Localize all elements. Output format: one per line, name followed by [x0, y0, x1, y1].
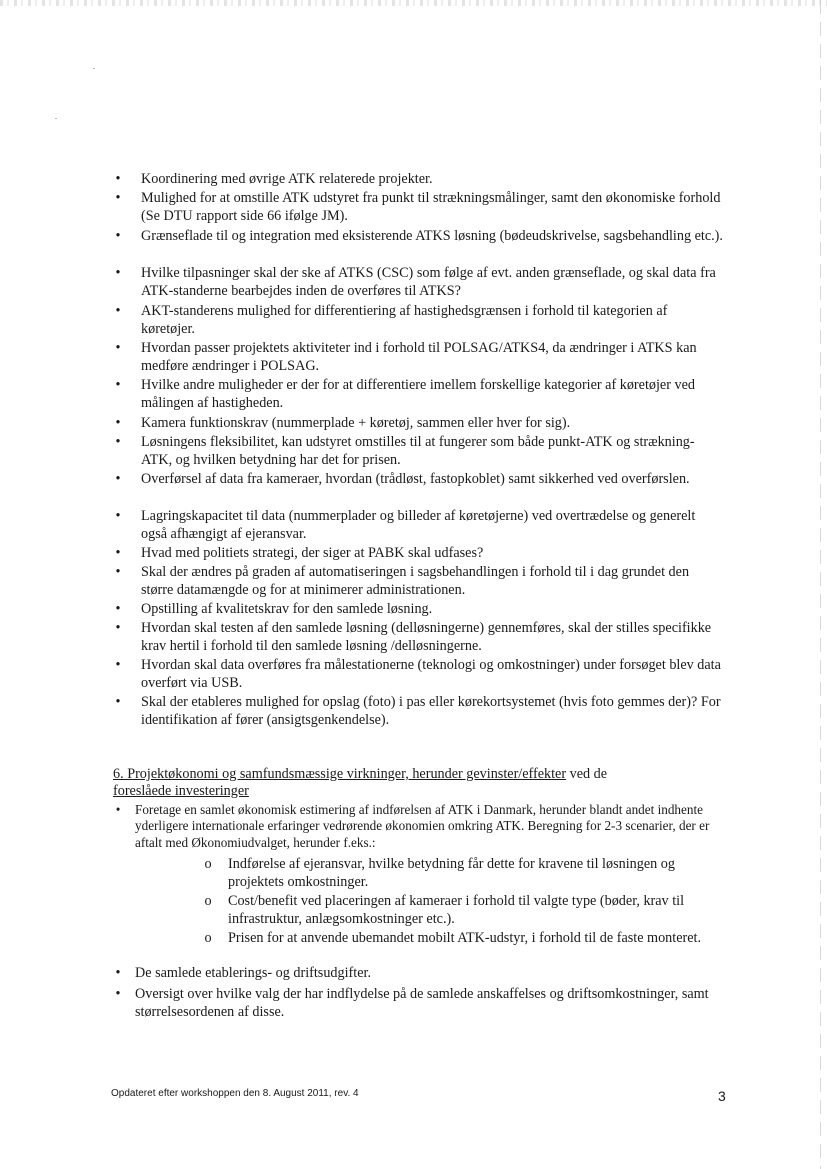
scan-speck: [93, 68, 95, 69]
bullet-icon: •: [115, 965, 121, 981]
section-heading-line2: foreslåede investeringer: [113, 783, 249, 799]
bullet-icon: •: [115, 508, 121, 524]
bullet-icon: •: [115, 303, 121, 319]
scan-speck: [55, 118, 57, 119]
footer-note: Opdateret efter workshoppen den 8. August 2011, rev. 4: [111, 1088, 359, 1099]
list-item-text: Mulighed for at omstille ATK udstyret fra punkt til strækningsmålinger, samt den økonomiske forhold (Se DTU rapport side 66 ifølge JM).: [141, 190, 721, 224]
list-item: [113, 694, 723, 729]
list-item: [113, 657, 723, 692]
list-item: [113, 228, 723, 246]
sub-list-item: [203, 856, 731, 891]
list-item-text: Lagringskapacitet til data (nummerplader og billeder af køretøjerne) ved overtrædelse og generelt også afhængigt af ejeransvar.: [141, 508, 696, 542]
bullet-icon: •: [115, 564, 121, 580]
list-item-text: Hvordan skal data overføres fra målestationerne (teknologi og omkostninger) under forsøget blev data overført via USB.: [141, 657, 721, 691]
bullet-icon: •: [115, 228, 121, 244]
list-item: [113, 620, 723, 655]
list-item: [113, 508, 723, 543]
list-item-text: Opstilling af kvalitetskrav for den samlede løsning.: [141, 601, 433, 617]
list-item-text: Hvordan passer projektets aktiviteter ind i forhold til POLSAG/ATKS4, da ændringer i ATKS kan medføre ændringer i POLSAG.: [141, 340, 697, 374]
bullet-icon: •: [115, 471, 121, 487]
bullet-icon: •: [115, 340, 121, 356]
scan-edge-right: [820, 0, 821, 1169]
circle-bullet-icon: o: [204, 893, 212, 909]
list-item-text: Grænseflade til og integration med eksisterende ATKS løsning (bødeudskrivelse, sagsbehandling etc.).: [141, 228, 723, 244]
bullet-icon: •: [115, 802, 121, 817]
scan-edge-top: [0, 0, 827, 6]
list-item: [113, 265, 723, 300]
bullet-icon: •: [115, 694, 121, 710]
list-item-text: Oversigt over hvilke valg der har indflydelse på de samlede anskaffelses og driftsomkostninger, samt størrelsesordenen af disse.: [135, 986, 709, 1020]
bullet-icon: •: [115, 545, 121, 561]
bullet-icon: •: [115, 265, 121, 281]
list-item: [113, 564, 723, 599]
list-item-text: Hvilke andre muligheder er der for at differentiere imellem forskellige kategorier af køretøjer ved målingen af hastigheden.: [141, 377, 695, 411]
bullet-icon: •: [115, 986, 121, 1002]
sub-list-item-text: Prisen for at anvende ubemandet mobilt ATK-udstyr, i forhold til de faste monteret.: [228, 930, 702, 946]
circle-bullet-icon: o: [204, 930, 212, 946]
sub-list-item-text: Cost/benefit ved placeringen af kameraer i forhold til valgte type (bøder, krav til infrastruktur, anlægsomkostninger etc.).: [228, 893, 685, 927]
sub-list-item: [203, 930, 731, 948]
sub-list-item: [203, 893, 731, 928]
list-item: [113, 303, 723, 338]
bullet-icon: •: [115, 415, 121, 431]
bullet-icon: •: [115, 377, 121, 393]
list-item-text: Foretage en samlet økonomisk estimering af indførelsen af ATK i Danmark, herunder blandt andet indhente yderligere internationale erfaringer vedrørende økonomien omkring ATK. Beregning for 2-3 scenarier, der er aftalt med Økonomiudvalget, herunder f.eks.:: [135, 802, 710, 850]
circle-bullet-icon: o: [204, 856, 212, 872]
list-item-text: Hvordan skal testen af den samlede løsning (delløsningerne) gennemføres, skal der stilles specifikke krav hertil i forhold til den samlede løsning /delløsningerne.: [141, 620, 712, 654]
list-item-text: Skal der etableres mulighed for opslag (foto) i pas eller kørekortsystemet (hvis foto gemmes der)? For identifikation af fører (ansigtsgenkendelse).: [141, 694, 721, 728]
list-item-text: Løsningens fleksibilitet, kan udstyret omstilles til at fungerer som både punkt-ATK og strækning-ATK, og hvilken betydning har det for prisen.: [141, 434, 695, 468]
bullet-icon: •: [115, 171, 121, 187]
list-item: [113, 434, 723, 469]
bullet-icon: •: [115, 190, 121, 206]
page-number: 3: [718, 1088, 726, 1104]
list-item: [113, 545, 723, 563]
list-item-text: Skal der ændres på graden af automatiseringen i sagsbehandlingen i forhold til i dag grundet den større datamængde og for at minimerer administrationen.: [141, 564, 690, 598]
list-item: [113, 986, 723, 1021]
section-heading-rest: ved de: [566, 766, 608, 782]
bullet-icon: •: [115, 657, 121, 673]
list-item: [113, 965, 723, 983]
list-item: [113, 171, 723, 189]
list-item: [113, 415, 723, 433]
sub-list-item-text: Indførelse af ejeransvar, hvilke betydning får dette for kravene til løsningen og projektets omkostninger.: [228, 856, 675, 890]
list-item-text: Hvilke tilpasninger skal der ske af ATKS (CSC) som følge af evt. anden grænseflade, og skal data fra ATK-standerne bearbejdes inden de overføres til ATKS?: [141, 265, 716, 299]
section-heading-underlined: 6. Projektøkonomi og samfundsmæssige virkninger, herunder gevinster/effekter: [113, 766, 567, 782]
list-item-text: Overførsel af data fra kameraer, hvordan (trådløst, fastopkoblet) samt sikkerhed ved overførslen.: [141, 471, 690, 487]
list-item-text: Koordinering med øvrige ATK relaterede projekter.: [141, 171, 433, 187]
list-item-text: Hvad med politiets strategi, der siger at PABK skal udfases?: [141, 545, 484, 561]
list-item: [113, 377, 723, 412]
section-heading: [113, 766, 713, 800]
bullet-icon: •: [115, 620, 121, 636]
list-item: [113, 190, 723, 225]
list-item: [113, 340, 723, 375]
list-item-text: De samlede etablerings- og driftsudgifter.: [135, 965, 371, 981]
list-item: [113, 471, 723, 489]
list-item-text: Kamera funktionskrav (nummerplade + køretøj, sammen eller hver for sig).: [141, 415, 571, 431]
bullet-icon: •: [115, 434, 121, 450]
list-item: [113, 601, 723, 619]
bullet-icon: •: [115, 601, 121, 617]
list-item-text: AKT-standerens mulighed for differentiering af hastighedsgrænsen i forhold til kategorien af køretøjer.: [141, 303, 668, 337]
list-item: [113, 802, 723, 851]
